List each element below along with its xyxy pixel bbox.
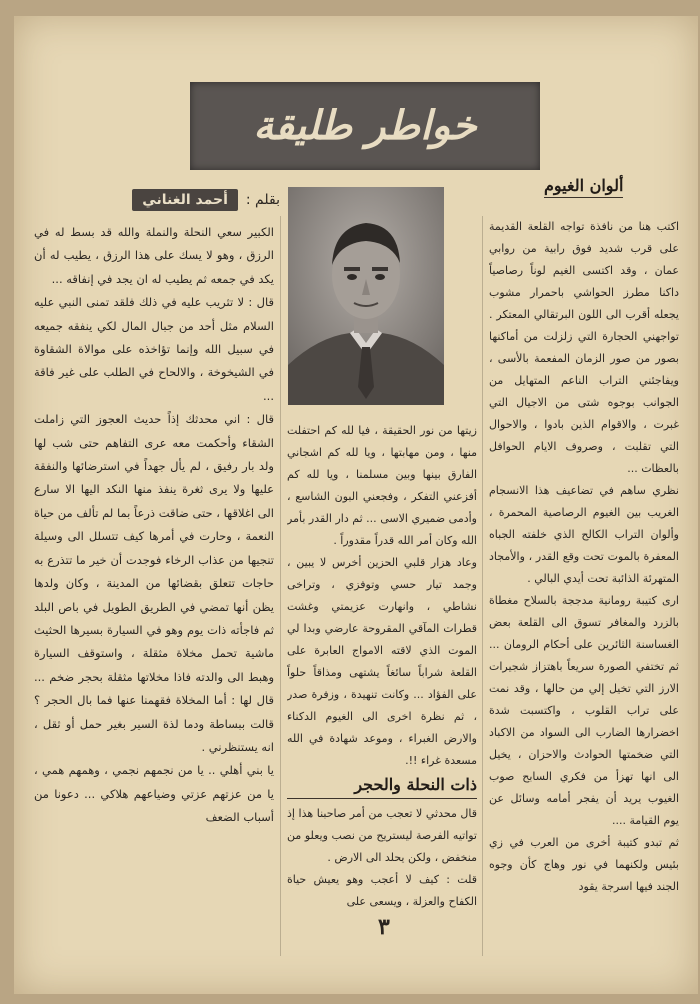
paragraph: الكبير سعي النحلة والنملة والله قد بسط له في الرزق ، وهو لا يسك على هذا الرزق ، يطيب له أن يكد في جمعه ثم يطيب له ان يجد في إنفاقه ...: [34, 225, 274, 286]
paragraph: قال : لا تثريب عليه في ذلك فلقد تمنى النبي عليه السلام مثل أحد من جبال المال لكي ينفقه جميعه في سبيل الله وإنما تؤاخذه على موالاة الشقاوة في الشيخوخة ، والالحاح في الطلب على غير فاقة ...: [34, 295, 274, 403]
author-photo: [288, 187, 444, 405]
byline: [62, 184, 280, 216]
author-name: أحمد الغناني: [132, 189, 238, 211]
paragraph: قلت : كيف لا أعجب وهو يعيش حياة الكفاح والعزلة ، ويسعى على: [287, 873, 477, 908]
colors-heading: ألوان الغيوم: [544, 176, 623, 198]
magazine-page: [14, 16, 698, 994]
paragraph: قال : اني محدثك إذاً حديث العجوز التي زاملت الشقاء وأحكمت معه عرى التفاهم حتى شب لها ولد بار رفيق ، لم يأل جهداً في استرضائها والنفقة عليها ولا يرى ثغرة ينفذ منها النكد اليها الا سارع الى اغلاقها ، حتى ضاقت ذرعاً بما لم تألف من حياة النعمة ، وحارت في أمرها كيف تتسلل الى وسيلة تنجيها من عذاب الرخاء فوجدت أن خير ما تتذرع به حاجات تتعلق بقضائها من المدينة ، وكان ولدها يظن أنها تمضي في الطريق الطويل في باص البلد ثم فاجأته ذات يوم وهو في السيارة بسيرها الحثيث ماشية تحمل مخلاة مثقلة ، واستوقف السيارة وهبط الى والدته فاذا مخلاتها مثقلة بحجر ضخم ... قال لها : أما المخلاة فقهمنا عنها فما بال الحجر ؟ قالت ببساطة ودما لذة السير بغير حمل أو ثقل ، انه يستنظرني .: [34, 412, 274, 754]
column-divider: [482, 216, 483, 956]
portrait-illustration: [288, 187, 444, 405]
paragraph: نظري ساهم في تضاعيف هذا الانسجام الغريب بين الغيوم الرصاصية المحمرة ، وألوان التراب الكالح الذي خلفته الجباه المعفرة بالموت تحت وقع القدر ، والأمجاد المتهرئة الذائبة تحت أيدي البالي .: [489, 484, 679, 585]
paragraph: ارى كتيبة رومانية مدججة بالسلاح مغطاة بالزرد والمغافر تسوق الى القلعة بعض الغساسنة الثائرين على أحكام الرومان ... ثم تختفي الصورة سريعاً باهتزاز شجيرات الارز التي تخيل إلي من حالها ، وقد نمت على تراب القلوب ، واكتسبت شدة اخضرارها الضارب الى السواد من الاكباد التي ضخمتها الحوادث والاحزان ، يخيل الى انها تهزأ من فكري السابح صوب الغيوب يريد أن يفجر أمامه وسائل عن يوم القيامة ....: [489, 594, 679, 827]
column-left: [34, 221, 274, 979]
paragraph: قال محدثي لا تعجب من أمر صاحبنا هذا إذ تواتيه الفرصة ليستريح من نصب ويعلو من منخفض ، ولكن يحلد الى الارض .: [287, 807, 477, 864]
byline-label: بقلم :: [245, 192, 280, 208]
section-heading-colors: [544, 176, 623, 200]
masthead-banner: [190, 82, 540, 170]
page-number: ٣: [378, 914, 390, 940]
column-colors-of-clouds: [489, 216, 679, 976]
column-middle: [287, 420, 477, 972]
column-divider: [280, 216, 281, 956]
paragraph: اكتب هنا من نافذة تواجه القلعة القديمة على قرب شديد فوق رابية من روابي عمان ، وقد اكتسى الغيم لوناً رصاصياً داكنا مطرز الحواشي باحمرار مشوب يجعله أقرب الى اللون البرتقالي المعتكر . تواجهني الحجارة التي زلزلت من أماكنها بصور من صور الزمان المفعمة بالأسى ، ويفاجئني التراب الناعم المتهايل من الجوانب بوجوه شتى من الاجيال التي غبرت ، والاقوام الذين بادوا ، والاحوال التي تقلبت ، وصروف الايام الحوافل بالعظات ...: [489, 220, 679, 475]
masthead-title: خواطر طليقة: [253, 103, 477, 149]
nahla-heading: ذات النحلة والحجر: [287, 774, 477, 799]
paragraph: وعاد هزار قلبي الحزين أخرس لا يبين ، وجمد تيار حسي وتوفزي ، وتراخى نشاطي ، وانهارت عزيمتي وغشت قطرات المآقي المقروحة عارضي وبدا لي الموت الذي لاقته الامواج العابرة على القلعة شراباً سائغاً يشتهى ومذاقاً حلواً على الفؤاد ... وكانت تنهيدة ، وزفرة صدر ، ثم نظرة اخرى الى الغيوم الدكناء والارض الغبراء ، وموعد شهادة في الله مسعدة غراء !!.: [287, 556, 477, 767]
paragraph: يا بني أهلي .. يا من نجمهم نجمي ، وهمهم همي ، يا من عزتهم عزتي وضياعهم هلاكي ... دعونا من أسباب الضعف: [34, 763, 274, 825]
paragraph: زيتها من نور الحقيقة ، فيا لله كم احتفلت منها ، ومن مهابتها ، ويا لله كم اشجاني الفارق بينها وبين مسلمنا ، ويا لله كم أفزعني التفكر ، وفجعني البون الشاسع ، وأدمى ضميري الاسى ... ثم دار القدر بأمر الله وكان أمر الله قدراً مقدوراً .: [287, 424, 477, 547]
paragraph: ثم تبدو كتيبة أخرى من العرب في زي بئيس ولكنهما في نور وهاج كأن وجوه الجند فيها اسرجة يقود: [489, 836, 679, 893]
